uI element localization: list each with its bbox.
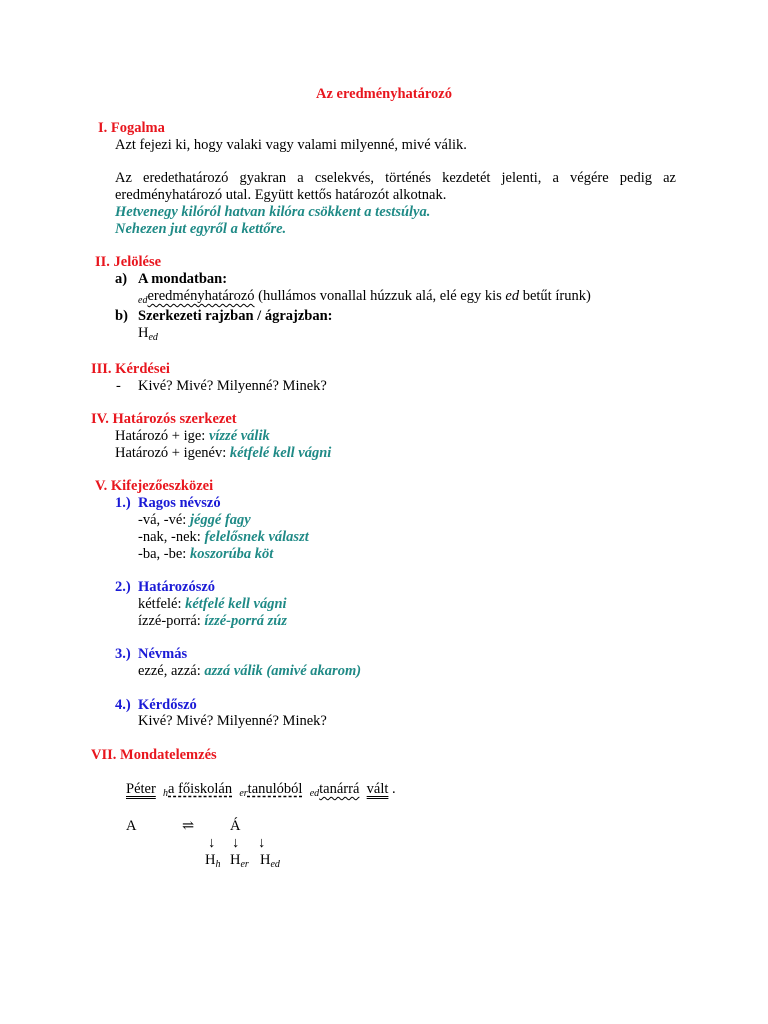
section-heading-kifejezoeszkozei: V. Kifejezőeszközei — [95, 478, 214, 494]
section-heading-kerdesei: III. Kérdései — [91, 361, 170, 377]
desc-part-1: (hullámos vonallal húzzuk alá, elé egy kis — [254, 288, 506, 304]
section-heading-mondatelemzes: VII. Mondatelemzés — [91, 747, 217, 763]
diagram-double-arrow: ⇌ — [182, 818, 195, 834]
item-number-2: 2.) — [115, 579, 131, 595]
er-subscript: er — [240, 859, 249, 870]
node-h-h — [205, 852, 220, 869]
suffix-ba-be: -ba, -be: — [138, 546, 190, 562]
list-label-mondatban: A mondatban: — [138, 271, 228, 287]
example-koszoruba: koszorúba köt — [189, 546, 274, 562]
h-prefix: h — [163, 788, 169, 799]
list-marker-a: a) — [115, 271, 128, 287]
marking-description — [138, 288, 591, 305]
word-tanarra: tanárrá — [319, 781, 360, 797]
suffix-va-ve: -vá, -vé: — [138, 512, 190, 528]
h-subscript: h — [215, 859, 221, 870]
item2-line-1 — [138, 596, 287, 613]
word-tanulobol: tanulóból — [247, 781, 303, 797]
h-letter-3: H — [260, 852, 271, 868]
example-azza-valik: azzá válik (amivé akarom) — [204, 663, 362, 679]
ed-subscript-diagram: ed — [270, 859, 280, 870]
item1-line-3 — [138, 546, 273, 563]
down-arrow-3: ↓ — [258, 835, 266, 851]
item-label-ragos-nevszo: Ragos névszó — [138, 495, 221, 511]
h-letter-2: H — [230, 852, 241, 868]
example-felelosnek: felelősnek választ — [204, 529, 309, 545]
list-label-rajz: Szerkezeti rajzban / ágrajzban: — [138, 308, 333, 324]
analyzed-sentence — [126, 781, 396, 798]
list-marker-b: b) — [115, 308, 128, 324]
item-label-nevmas: Névmás — [138, 646, 188, 662]
example-jegge-fagy: jéggé fagy — [189, 512, 251, 528]
er-prefix: er — [239, 788, 248, 799]
item-number-4: 4.) — [115, 697, 131, 713]
h-letter: H — [138, 325, 149, 341]
structure-line-2 — [115, 445, 331, 462]
paragraph-line-1: Az eredethatározó gyakran a cselekvés, történés kezdetét jelenti, a végére pedig az — [115, 170, 676, 186]
ed-prefix-sentence: ed — [309, 788, 320, 799]
section-heading-fogalma: I. Fogalma — [98, 120, 165, 136]
structure-example-1: vízzé válik — [208, 428, 270, 444]
word-a-foiskolan: a főiskolán — [168, 781, 233, 797]
definition-text: Azt fejezi ki, hogy valaki vagy valami milyenné, mivé válik. — [115, 137, 467, 153]
desc-ed: ed — [505, 288, 520, 304]
item1-line-1 — [138, 512, 251, 529]
structure-example-2: kétfelé kell vágni — [229, 445, 332, 461]
ed-prefix: ed — [138, 295, 148, 306]
example-izze-porra: ízzé-porrá zúz — [204, 613, 288, 629]
structure-label-2: Határozó + igenév: — [115, 445, 230, 461]
structure-label-1: Határozó + ige: — [115, 428, 209, 444]
structure-line-1 — [115, 428, 270, 445]
item2-line-2 — [138, 613, 287, 630]
h-letter-1: H — [205, 852, 216, 868]
section-heading-jelolese: II. Jelölése — [95, 254, 162, 270]
item4-line-1: Kivé? Mivé? Milyenné? Minek? — [138, 713, 327, 729]
hed-symbol — [138, 325, 158, 342]
diagram-predicate-a: Á — [230, 818, 241, 834]
example-ketfele: kétfelé kell vágni — [185, 596, 287, 612]
down-arrow-1: ↓ — [208, 835, 216, 851]
paragraph-line-2: eredményhatározó utal. Együtt kettős határozót alkotnak. — [115, 187, 447, 203]
diagram-subject-a: A — [126, 818, 137, 834]
item-number-3: 3.) — [115, 646, 131, 662]
item3-line-1 — [138, 663, 361, 680]
section-heading-szerkezet: IV. Határozós szerkezet — [91, 411, 237, 427]
desc-part-2: betűt írunk) — [519, 288, 591, 304]
word-ketfele: kétfelé: — [138, 596, 186, 612]
node-h-ed — [260, 852, 280, 869]
word-peter: Péter — [126, 781, 156, 797]
wavy-underlined-word: eredményhatározó — [147, 288, 255, 304]
suffix-nak-nek: -nak, -nek: — [138, 529, 205, 545]
word-izze-porra: ízzé-porrá: — [138, 613, 205, 629]
sentence-period: . — [392, 781, 396, 797]
node-h-er — [230, 852, 249, 869]
list-dash: - — [116, 378, 121, 394]
example-1: Hetvenegy kilóról hatvan kilóra csökkent a testsúlya. — [115, 204, 431, 220]
item-label-kerdoszo: Kérdőszó — [138, 697, 197, 713]
item-label-hatarozoszo: Határozószó — [138, 579, 216, 595]
item-number-1: 1.) — [115, 495, 131, 511]
page-title: Az eredményhatározó — [316, 86, 452, 102]
ed-subscript: ed — [148, 332, 158, 343]
word-ezze-azza: ezzé, azzá: — [138, 663, 205, 679]
questions-text: Kivé? Mivé? Milyenné? Minek? — [138, 378, 327, 394]
item1-line-2 — [138, 529, 309, 546]
word-valt: vált — [366, 781, 389, 797]
down-arrow-2: ↓ — [232, 835, 240, 851]
example-2: Nehezen jut egyről a kettőre. — [115, 221, 287, 237]
